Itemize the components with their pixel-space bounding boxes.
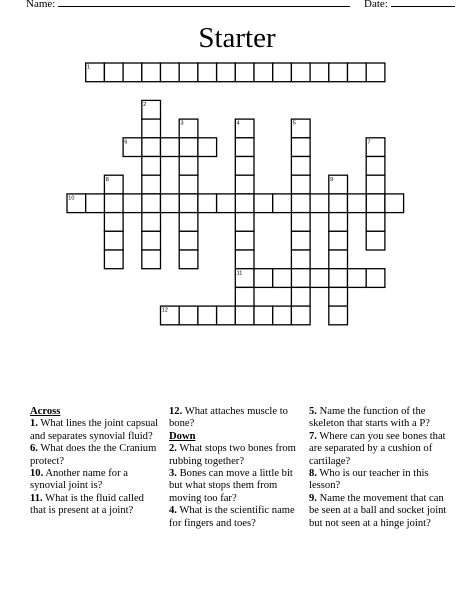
clue-text: What is the scientific name for fingers and toes? — [169, 505, 295, 529]
grid-cell[interactable] — [366, 269, 385, 288]
grid-clue-number: 12 — [161, 307, 168, 314]
grid-cell[interactable] — [366, 63, 385, 82]
down-clue-list — [169, 443, 301, 530]
grid-cell[interactable] — [179, 175, 198, 194]
grid-clue-number: 3 — [180, 120, 184, 127]
grid-cell[interactable] — [142, 194, 161, 213]
clue-item — [309, 493, 449, 530]
clue-text: Where can you see bones that are separated by a cushion of cartilage? — [309, 430, 446, 467]
grid-cell[interactable] — [86, 194, 105, 213]
clue-text: What lines the joint capsual and separates synovial fluid? — [30, 418, 159, 442]
grid-cell[interactable] — [291, 194, 310, 213]
grid-cell[interactable] — [235, 231, 254, 250]
grid-cell[interactable] — [329, 250, 348, 269]
grid-cell[interactable] — [235, 250, 254, 269]
grid-cell[interactable] — [348, 269, 367, 288]
grid-cell[interactable] — [235, 138, 254, 157]
grid-cell[interactable] — [179, 306, 198, 325]
grid-cell[interactable] — [198, 138, 217, 157]
grid-clue-number: 10 — [68, 195, 75, 202]
grid-cell[interactable] — [104, 250, 123, 269]
grid-cell[interactable] — [123, 194, 142, 213]
grid-cell[interactable] — [142, 175, 161, 194]
grid-cell[interactable] — [235, 194, 254, 213]
grid-cell[interactable] — [366, 213, 385, 232]
grid-clue-number: 2 — [143, 102, 147, 108]
grid-cell[interactable] — [179, 194, 198, 213]
grid-cell[interactable] — [329, 231, 348, 250]
grid-cell[interactable] — [235, 287, 254, 306]
clue-text: What does the the Cranium protect? — [30, 443, 157, 467]
grid-cell[interactable] — [291, 250, 310, 269]
across-clue-list — [30, 418, 162, 517]
clue-number: 8. — [309, 468, 317, 480]
grid-cell[interactable] — [273, 194, 292, 213]
grid-cell[interactable] — [179, 63, 198, 82]
clue-12-across: 12. What attaches muscle to bone? — [169, 406, 288, 430]
clue-text: Another name for a synovial joint is? — [30, 468, 128, 492]
page-title: Starter — [198, 22, 276, 54]
clue-number: 6. — [30, 443, 38, 455]
grid-cell[interactable] — [179, 138, 198, 157]
grid-cell[interactable] — [198, 194, 217, 213]
grid-cell[interactable] — [385, 194, 404, 213]
clue-text: What stops two bones from rubbing together? — [169, 443, 296, 467]
grid-cell[interactable] — [235, 175, 254, 194]
clue-item — [309, 431, 449, 468]
clue-number: 2. — [169, 443, 177, 455]
clue-item — [309, 468, 449, 493]
grid-cell[interactable] — [291, 63, 310, 82]
grid-cell[interactable] — [161, 138, 180, 157]
clue-item — [30, 493, 162, 518]
grid-cell[interactable] — [348, 63, 367, 82]
grid-cell[interactable] — [142, 157, 161, 176]
clue-item — [169, 468, 301, 505]
grid-clue-number: 1 — [87, 64, 91, 71]
grid-cell[interactable] — [329, 306, 348, 325]
grid-clue-number: 4 — [236, 120, 240, 127]
down-clue-list-continued — [309, 406, 449, 530]
down-heading: Down — [169, 430, 196, 442]
name-label: Name: — [26, 0, 56, 10]
grid-cell[interactable] — [291, 213, 310, 232]
grid-cell[interactable] — [104, 194, 123, 213]
grid-cell[interactable] — [198, 63, 217, 82]
grid-cell[interactable] — [366, 231, 385, 250]
clue-item — [309, 406, 449, 431]
grid-cell[interactable] — [291, 175, 310, 194]
grid-cell[interactable] — [254, 194, 273, 213]
grid-cell[interactable] — [291, 269, 310, 288]
grid-cell[interactable] — [161, 194, 180, 213]
grid-cell[interactable] — [142, 119, 161, 138]
clue-text: Name the movement that can be seen at a ball and socket joint but not seen at a hinge joint? — [309, 492, 447, 529]
clue-number: 11. — [30, 492, 43, 504]
grid-cell[interactable] — [161, 63, 180, 82]
grid-cell[interactable] — [348, 194, 367, 213]
grid-cell[interactable] — [123, 63, 142, 82]
grid-cell[interactable] — [366, 175, 385, 194]
grid-cell[interactable] — [104, 213, 123, 232]
grid-cell[interactable] — [310, 269, 329, 288]
clue-text: What is the fluid called that is present at a joint? — [30, 492, 144, 517]
grid-cell[interactable] — [273, 306, 292, 325]
grid-clue-number: 7 — [367, 139, 371, 146]
grid-cell[interactable] — [329, 287, 348, 306]
grid-cell[interactable] — [179, 157, 198, 176]
grid-cell[interactable] — [329, 63, 348, 82]
grid-clue-number: 9 — [330, 176, 334, 183]
grid-cell[interactable] — [273, 269, 292, 288]
grid-cell[interactable] — [291, 306, 310, 325]
clue-text: Who is our teacher in this lesson? — [309, 468, 429, 492]
grid-cell[interactable] — [104, 63, 123, 82]
clue-number: 3. — [169, 468, 177, 480]
grid-cell[interactable] — [366, 194, 385, 213]
grid-cell[interactable] — [291, 157, 310, 176]
clue-text: Name the function of the skeleton that starts with a P? — [309, 406, 430, 430]
across-heading: Across — [30, 406, 61, 417]
grid-cell[interactable] — [254, 306, 273, 325]
clue-item — [30, 468, 162, 493]
grid-cell[interactable] — [179, 250, 198, 269]
grid-cell[interactable] — [291, 138, 310, 157]
grid-cell[interactable] — [273, 63, 292, 82]
clue-item — [30, 443, 162, 468]
grid-cell[interactable] — [329, 213, 348, 232]
grid-cell[interactable] — [142, 138, 161, 157]
clue-number: 7. — [309, 430, 317, 442]
grid-cell[interactable] — [142, 63, 161, 82]
grid-cell[interactable] — [179, 213, 198, 232]
clue-number: 4. — [169, 505, 177, 517]
grid-cell[interactable] — [235, 306, 254, 325]
grid-clue-number: 11 — [236, 270, 243, 277]
clue-item — [30, 418, 162, 443]
clue-text: Bones can move a little bit but what stops them from moving too far? — [169, 468, 293, 504]
grid-cell[interactable] — [142, 213, 161, 232]
grid-clue-number: 6 — [124, 139, 128, 146]
grid-clue-number: 5 — [292, 120, 296, 127]
grid-cell[interactable] — [235, 157, 254, 176]
grid-cell[interactable] — [366, 157, 385, 176]
grid-cell[interactable] — [179, 231, 198, 250]
grid-cell[interactable] — [142, 250, 161, 269]
clue-number: 1. — [30, 418, 38, 430]
grid-cell[interactable] — [217, 194, 236, 213]
clues-middle-column — [169, 406, 301, 530]
clue-item — [169, 443, 301, 468]
grid-cell[interactable] — [198, 306, 217, 325]
grid-cell[interactable] — [217, 63, 236, 82]
grid-cell[interactable] — [235, 63, 254, 82]
grid-clue-number: 8 — [105, 176, 109, 183]
grid-cell[interactable] — [329, 269, 348, 288]
grid-cell[interactable] — [310, 63, 329, 82]
clue-item — [169, 505, 301, 530]
grid-cell[interactable] — [329, 194, 348, 213]
grid-cell[interactable] — [254, 269, 273, 288]
clues-across-column — [30, 406, 162, 518]
clue-number: 5. — [309, 406, 317, 417]
grid-cell[interactable] — [310, 194, 329, 213]
grid-cell[interactable] — [291, 231, 310, 250]
grid-cell[interactable] — [235, 213, 254, 232]
clue-number: 10. — [30, 468, 44, 480]
grid-cell[interactable] — [217, 306, 236, 325]
date-label: Date: — [364, 0, 388, 10]
clue-number: 9. — [309, 492, 317, 504]
clues-right-column — [309, 406, 449, 530]
grid-cell[interactable] — [142, 231, 161, 250]
grid-cell[interactable] — [254, 63, 273, 82]
grid-cell[interactable] — [104, 231, 123, 250]
grid-cell[interactable] — [291, 287, 310, 306]
